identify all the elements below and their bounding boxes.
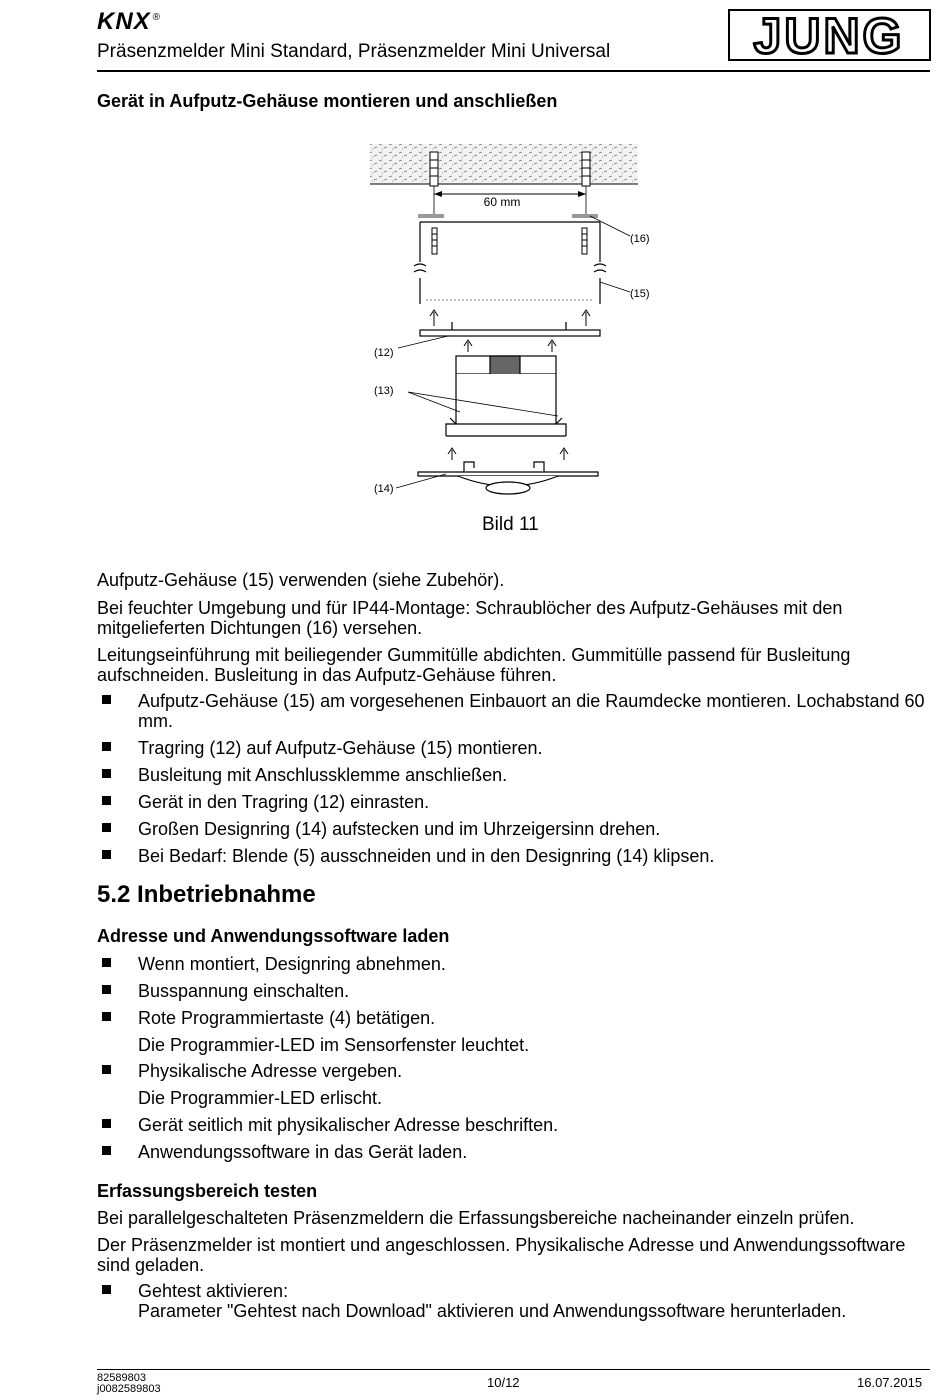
bullet-icon	[102, 769, 111, 778]
page-number: 10/12	[487, 1375, 520, 1390]
bullet-icon	[102, 958, 111, 967]
paragraph: Bei parallelgeschalteten Präsenzmeldern die Erfassungsbereiche nacheinander einzeln prüfen.	[97, 1208, 855, 1228]
callout-16: (16)	[630, 233, 650, 245]
mounting-figure	[368, 142, 650, 502]
bullet-icon	[102, 1285, 111, 1294]
screw-left-icon	[432, 228, 437, 254]
jung-logo	[728, 8, 931, 64]
doc-id: j0082589803	[97, 1383, 161, 1395]
doc-date: 16.07.2015	[857, 1375, 923, 1390]
ceiling	[370, 144, 638, 184]
bullet-icon	[102, 1012, 111, 1021]
callout-13: (13)	[374, 385, 394, 397]
bullet-icon	[102, 742, 111, 751]
bullet-icon	[102, 1119, 111, 1128]
section-title: Gerät in Aufputz-Gehäuse montieren und anschließen	[97, 91, 558, 111]
result-text: Die Programmier-LED erlischt.	[138, 1088, 383, 1108]
bullet-icon	[102, 695, 111, 704]
header-rule	[97, 70, 930, 72]
callout-15: (15)	[630, 288, 650, 300]
dowel-left-icon	[430, 152, 438, 186]
footer-rule	[97, 1369, 930, 1370]
seal-left	[418, 214, 444, 218]
dowel-right-icon	[582, 152, 590, 186]
surface-housing	[414, 222, 606, 304]
bullet-icon	[102, 1146, 111, 1155]
paragraph: Der Präsenzmelder ist montiert und angeschlossen. Physikalische Adresse und Anwendungssoftware sind geladen.	[97, 1235, 906, 1275]
bullet-icon	[102, 850, 111, 859]
paragraph: Leitungseinführung mit beiliegender Gummitülle abdichten. Gummitülle passend für Busleitung aufschneiden. Busleitung in das Aufputz-Gehäuse führen.	[97, 645, 851, 685]
seal-right	[572, 214, 598, 218]
screw-right-icon	[582, 228, 587, 254]
section-heading: 5.2 Inbetriebnahme	[97, 881, 316, 908]
callout-14: (14)	[374, 483, 394, 495]
svg-text:JUNG: JUNG	[753, 8, 905, 64]
bullet-icon	[102, 823, 111, 832]
support-ring	[420, 322, 600, 336]
bullet-icon	[102, 1065, 111, 1074]
callout-12: (12)	[374, 347, 394, 359]
dimension-label: 60 mm	[483, 195, 521, 209]
design-ring	[418, 462, 598, 494]
document-subtitle: Präsenzmelder Mini Standard, Präsenzmelder Mini Universal	[97, 41, 611, 62]
result-text: Die Programmier-LED im Sensorfenster leuchtet.	[138, 1035, 530, 1055]
subsection-title: Adresse und Anwendungssoftware laden	[97, 926, 450, 946]
device	[446, 356, 566, 436]
paragraph: Bei feuchter Umgebung und für IP44-Montage: Schraublöcher des Aufputz-Gehäuses mit den mitgelieferten Dichtungen (16) versehen.	[97, 598, 843, 638]
bullet-icon	[102, 985, 111, 994]
subsection-title: Erfassungsbereich testen	[97, 1181, 318, 1201]
bullet-icon	[102, 796, 111, 805]
knx-logo: KNX ®	[97, 8, 162, 35]
paragraph: Aufputz-Gehäuse (15) verwenden (siehe Zubehör).	[97, 570, 505, 590]
figure-caption: Bild 11	[482, 514, 539, 535]
doc-number: 82589803	[97, 1372, 146, 1384]
